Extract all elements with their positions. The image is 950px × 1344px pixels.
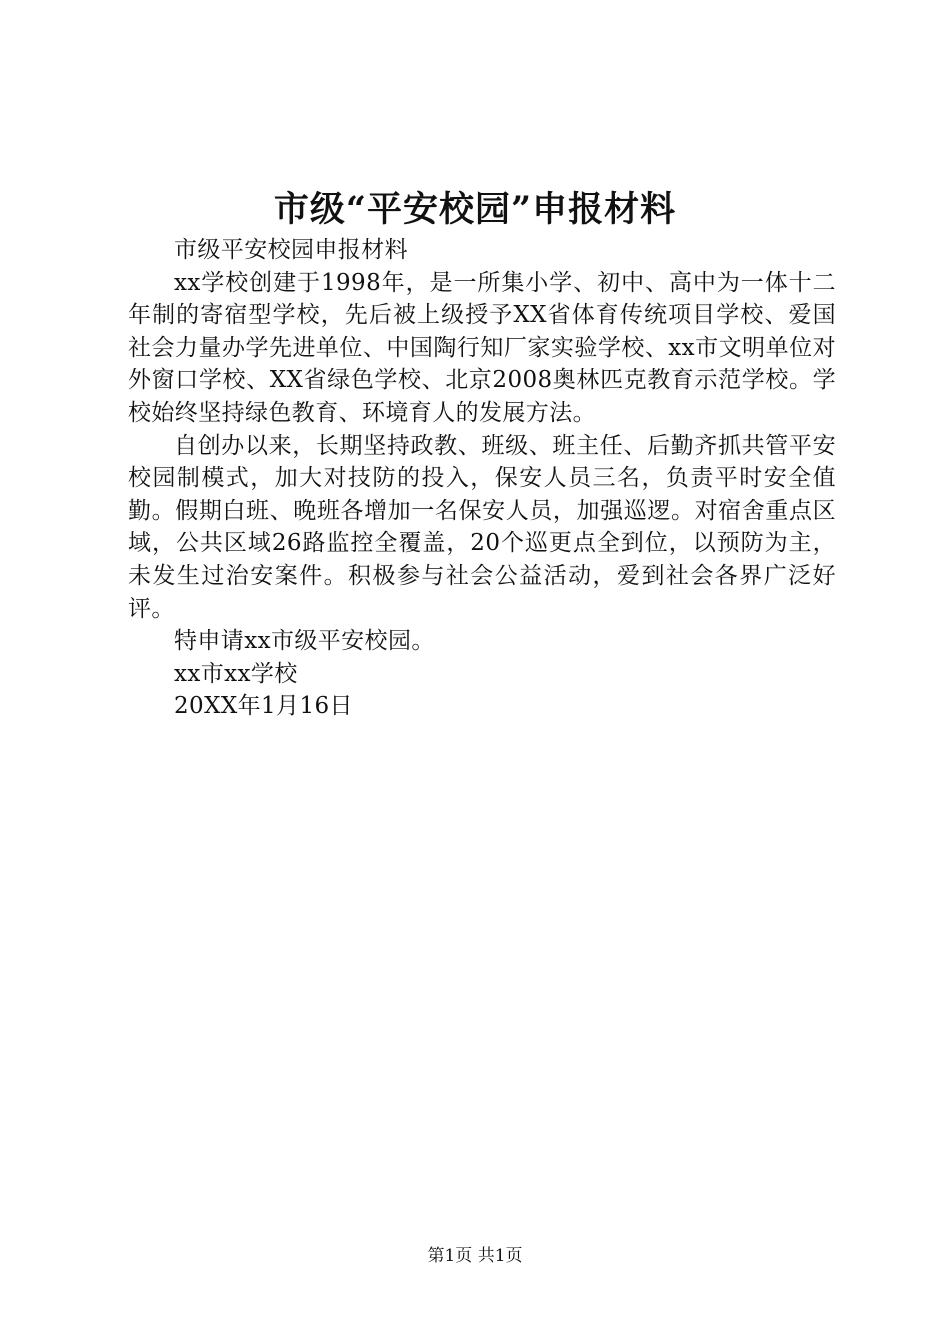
safety-measures-paragraph: 自创办以来，长期坚持政教、班级、班主任、后勤齐抓共管平安校园制模式，加大对技防的投入，保安人员三名，负责平时安全值勤。假期白班、晚班各增加一名保安人员，加强巡逻。对宿舍重点区域，公共区域26路监控全覆盖，20个巡更点全到位，以预防为主，未发生过治安案件。积极参与社会公益活动，爱到社会各界广泛好评。: [128, 432, 836, 622]
application-paragraph: 特申请xx市级平安校园。: [174, 628, 435, 655]
document-title: 市级“平安校园”申报材料: [273, 189, 677, 230]
signature-date: 20XX年1月16日: [174, 693, 353, 720]
page-footer: 第1页 共1页: [427, 1246, 523, 1266]
school-intro-paragraph: xx学校创建于1998年，是一所集小学、初中、高中为一体十二年制的寄宿型学校，先后被上级授予XX省体育传统项目学校、爱国社会力量办学先进单位、中国陶行知厂家实验学校、xx市文明单位对外窗口学校、XX省绿色学校、北京2008奥林匹克教育示范学校。学校始终坚持绿色教育、环境育人的发展方法。: [128, 269, 836, 426]
document-body: [128, 234, 836, 723]
signature-school: xx市xx学校: [174, 660, 298, 687]
subtitle-paragraph: 市级平安校园申报材料: [174, 237, 408, 263]
